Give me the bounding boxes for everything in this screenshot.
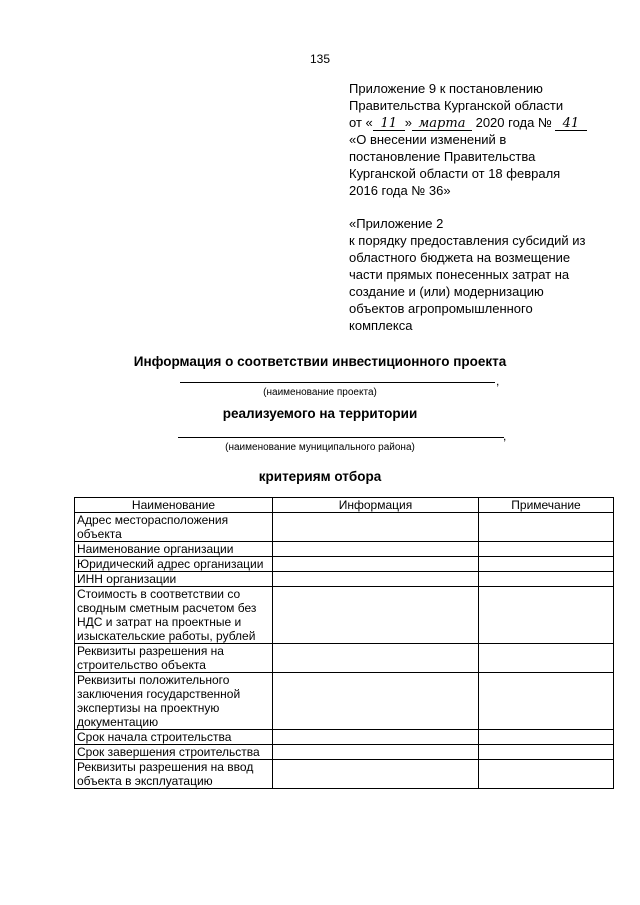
row-note[interactable] [479, 587, 614, 644]
header-line: Приложение 9 к постановлению [349, 81, 543, 96]
table-row [75, 572, 614, 587]
row-info[interactable] [273, 745, 479, 760]
date-quote: » [404, 115, 412, 130]
appendix2-line: областного бюджета на возмещение [349, 250, 571, 265]
criteria-title: критериям отбора [258, 469, 382, 484]
criteria-table [74, 497, 614, 789]
appendix2-line: к порядку предоставления субсидий из [349, 233, 586, 248]
header-info: Информация [273, 498, 479, 513]
row-info[interactable] [273, 673, 479, 730]
table-header-row [75, 498, 614, 513]
row-note[interactable] [479, 644, 614, 673]
header-date-line [349, 114, 619, 131]
appendix2-line: создание и (или) модернизацию [349, 284, 544, 299]
handwritten-day: 11 [373, 117, 405, 131]
row-name: Срок начала строительства [75, 730, 273, 745]
appendix2-line: объектов агропромышленного [349, 301, 533, 316]
row-info[interactable] [273, 730, 479, 745]
row-name: Адрес месторасположения объекта [75, 513, 273, 542]
header-line: 2016 года № 36» [349, 183, 451, 198]
appendix2-line: «Приложение 2 [349, 216, 444, 231]
appendix-header [349, 80, 619, 334]
table-row [75, 587, 614, 644]
table-row [75, 644, 614, 673]
header-line: «О внесении изменений в [349, 132, 507, 147]
date-prefix: от « [349, 115, 373, 130]
row-name: Реквизиты разрешения на строительство объекта [75, 644, 273, 673]
header-line: постановление Правительства [349, 149, 536, 164]
district-name-line [0, 429, 640, 443]
row-name: Реквизиты разрешения на ввод объекта в эксплуатацию [75, 760, 273, 789]
row-info[interactable] [273, 513, 479, 542]
project-name-caption: (наименование проекта) [263, 387, 377, 398]
comma: , [496, 374, 500, 388]
document-title: Информация о соответствии инвестиционного проекта [133, 354, 507, 369]
row-name: Юридический адрес организации [75, 557, 273, 572]
row-info[interactable] [273, 542, 479, 557]
row-info[interactable] [273, 572, 479, 587]
row-note[interactable] [479, 730, 614, 745]
row-name: Срок завершения строительства [75, 745, 273, 760]
comma: , [503, 429, 507, 443]
row-info[interactable] [273, 760, 479, 789]
table-row [75, 730, 614, 745]
header-line: Курганской области от 18 февраля [349, 166, 561, 181]
territory-title: реализуемого на территории [222, 406, 418, 421]
table-row [75, 745, 614, 760]
table-row [75, 542, 614, 557]
table-row [75, 760, 614, 789]
row-note[interactable] [479, 513, 614, 542]
row-note[interactable] [479, 572, 614, 587]
handwritten-number: 41 [555, 117, 587, 131]
appendix2-line: части прямых понесенных затрат на [349, 267, 570, 282]
table-row [75, 673, 614, 730]
row-name: ИНН организации [75, 572, 273, 587]
row-info[interactable] [273, 644, 479, 673]
handwritten-month: марта [412, 117, 472, 131]
row-name: Наименование организации [75, 542, 273, 557]
page-number: 135 [309, 52, 331, 66]
row-info[interactable] [273, 587, 479, 644]
row-note[interactable] [479, 745, 614, 760]
table-row [75, 513, 614, 542]
table-row [75, 557, 614, 572]
header-line: Правительства Курганской области [349, 98, 564, 113]
row-name: Стоимость в соответствии со сводным сметным расчетом без НДС и затрат на проектные и изыскательские работы, рублей [75, 587, 273, 644]
row-name: Реквизиты положительного заключения государственной экспертизы на проектную документацию [75, 673, 273, 730]
row-note[interactable] [479, 542, 614, 557]
date-suffix: 2020 года № [471, 115, 552, 130]
appendix2-line: комплекса [349, 318, 413, 333]
row-note[interactable] [479, 673, 614, 730]
district-name-caption: (наименование муниципального района) [225, 442, 415, 453]
header-name: Наименование [75, 498, 273, 513]
row-note[interactable] [479, 760, 614, 789]
header-note: Примечание [479, 498, 614, 513]
row-note[interactable] [479, 557, 614, 572]
row-info[interactable] [273, 557, 479, 572]
